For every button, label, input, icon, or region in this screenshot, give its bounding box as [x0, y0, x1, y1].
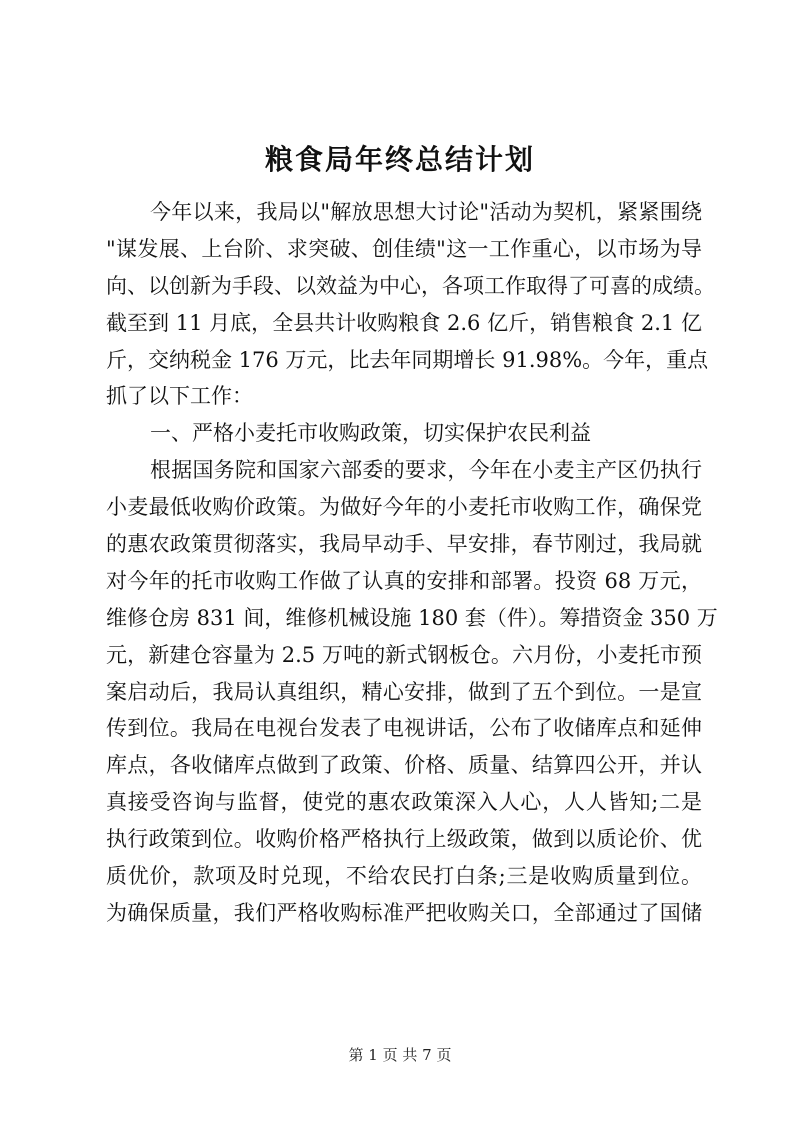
body-text-line: 库点，各收储库点做到了政策、价格、质量、结算四公开，并认	[106, 753, 702, 778]
body-text-line: 的惠农政策贯彻落实，我局早动手、早安排，春节刚过，我局就	[106, 532, 702, 557]
document-body	[106, 194, 718, 932]
body-text-line: 向、以创新为手段、以效益为中心，各项工作取得了可喜的成绩。	[106, 273, 715, 298]
body-text-line: 一、严格小麦托市收购政策，切实保护农民利益	[150, 421, 591, 446]
body-text-line: 元，新建仓容量为 2.5 万吨的新式钢板仓。六月份，小麦托市预	[106, 642, 702, 667]
body-text-line: 抓了以下工作：	[106, 384, 253, 409]
body-text-line: 真接受咨询与监督，使党的惠农政策深入人心，人人皆知;二是	[106, 790, 702, 815]
body-text-line: 为确保质量，我们严格收购标准严把收购关口，全部通过了国储	[106, 900, 702, 925]
body-text-line: 小麦最低收购价政策。为做好今年的小麦托市收购工作，确保党	[106, 495, 702, 520]
body-text-line: 质优价，款项及时兑现，不给农民打白条;三是收购质量到位。	[106, 864, 702, 889]
body-text-line: 执行政策到位。收购价格严格执行上级政策，做到以质论价、优	[106, 827, 702, 852]
body-text-line: 维修仓房 831 间，维修机械设施 180 套（件）。筹措资金 350 万	[106, 605, 718, 630]
body-text-line: 案启动后，我局认真组织，精心安排，做到了五个到位。一是宣	[106, 679, 702, 704]
page-footer: 第 1 页 共 7 页	[348, 1046, 452, 1064]
body-text-line: 对今年的托市收购工作做了认真的安排和部署。投资 68 万元，	[106, 568, 702, 593]
document-title: 粮食局年终总结计划	[264, 143, 535, 176]
body-text-line: 传到位。我局在电视台发表了电视讲话，公布了收储库点和延伸	[106, 716, 702, 741]
body-text-line: 今年以来，我局以"解放思想大讨论"活动为契机，紧紧围绕	[150, 200, 702, 224]
body-text-line: "谋发展、上台阶、求突破、创佳绩"这一工作重心，以市场为导	[106, 236, 702, 261]
body-text-line: 根据国务院和国家六部委的要求，今年在小麦主产区仍执行	[150, 458, 702, 483]
body-text-line: 截至到 11 月底，全县共计收购粮食 2.6 亿斤，销售粮食 2.1 亿	[106, 310, 702, 335]
body-text-line: 斤，交纳税金 176 万元，比去年同期增长 91.98%。今年，重点	[106, 347, 709, 372]
